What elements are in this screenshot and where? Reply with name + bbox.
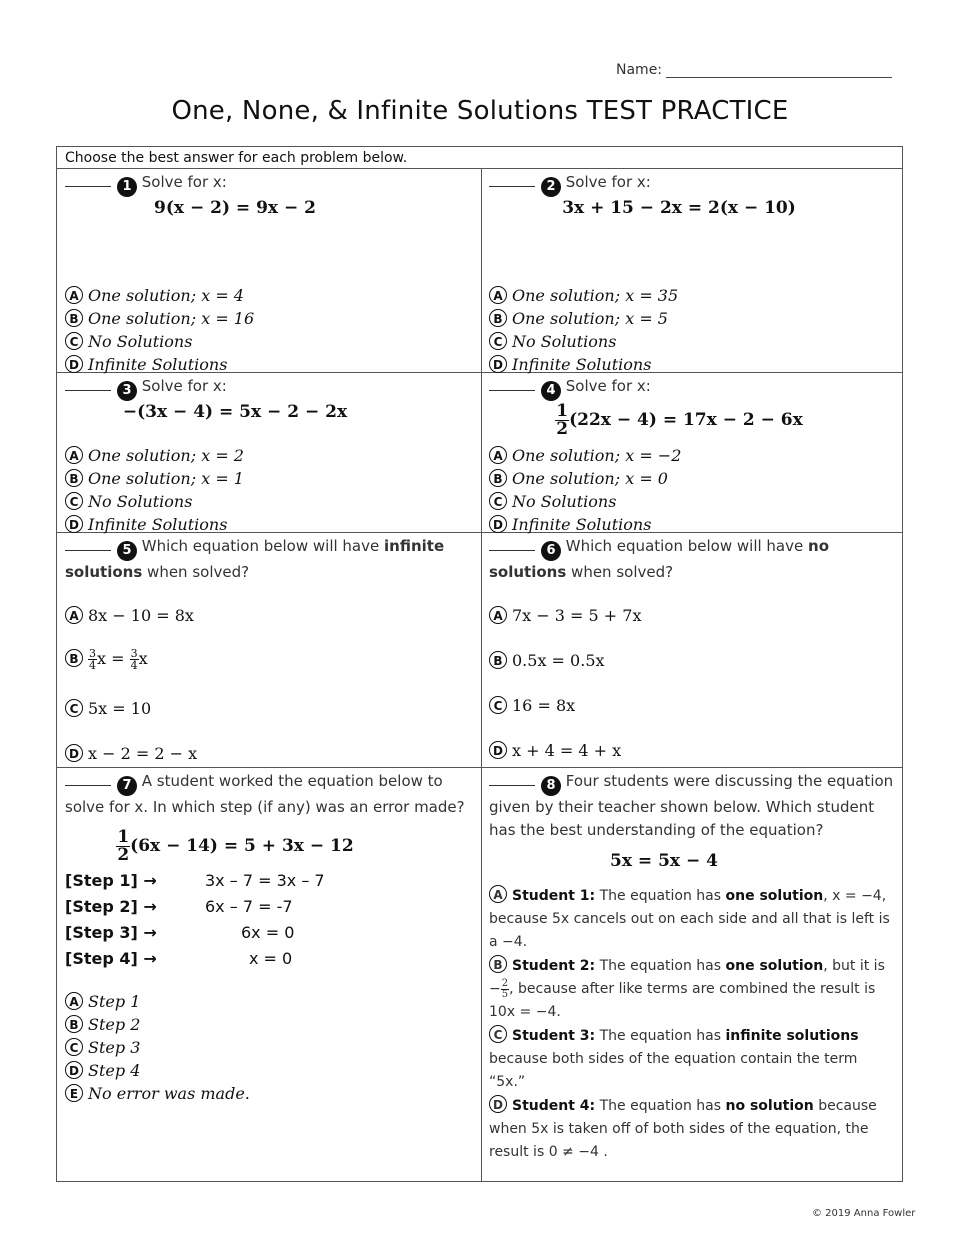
letter-b: B [489, 955, 507, 973]
option-d[interactable] [489, 513, 899, 536]
step-2 [65, 894, 475, 920]
copyright: © 2019 Anna Fowler [812, 1208, 916, 1219]
option-b[interactable] [489, 307, 899, 330]
worksheet [56, 146, 903, 1182]
question-number: 3 [117, 381, 137, 401]
question-prompt: Four students were discussing the equation given by their teacher shown below. Which student has the best understanding of the equation? [489, 772, 894, 839]
option-text: x = [97, 649, 130, 668]
option-text: 8x − 10 = 8x [88, 606, 194, 625]
letter-d: D [65, 1061, 83, 1079]
prompt-text: when solved? [566, 563, 674, 581]
letter-b: B [65, 649, 83, 667]
step-4 [65, 946, 475, 972]
option-a[interactable] [65, 444, 475, 467]
option-text: Step 4 [88, 1061, 141, 1080]
question-prompt: Solve for x: [565, 173, 651, 191]
prompt-text: Which equation below will have [141, 537, 385, 555]
option-text: x [138, 649, 148, 668]
option-d[interactable] [489, 1095, 897, 1164]
option-c[interactable] [489, 1025, 897, 1094]
step-label: [Step 4] → [65, 949, 157, 968]
letter-e: E [65, 1084, 83, 1102]
letter-d: D [65, 515, 83, 533]
numerator: 1 [556, 401, 569, 421]
option-text: 7x − 3 = 5 + 7x [512, 606, 642, 625]
letter-a: A [489, 446, 507, 464]
equation [509, 403, 849, 438]
option-text: Infinite Solutions [88, 355, 228, 374]
letter-b: B [65, 1015, 83, 1033]
equation: 9(x − 2) = 9x − 2 [154, 198, 316, 218]
column-divider [481, 169, 482, 1181]
letter-a: A [65, 446, 83, 464]
option-d[interactable] [65, 742, 475, 765]
option-text: One solution; x = 5 [512, 309, 668, 328]
step-work: 3x – 7 = 3x – 7 [205, 871, 325, 890]
numerator: 3 [130, 647, 138, 660]
option-b[interactable] [65, 1013, 475, 1036]
option-b[interactable] [489, 649, 899, 672]
option-text: Step 2 [88, 1015, 141, 1034]
prompt-text: Which equation below will have [565, 537, 809, 555]
option-e[interactable] [65, 1082, 475, 1105]
step-work: 6x – 7 = -7 [205, 897, 293, 916]
question-6 [489, 535, 899, 762]
prompt-text: when solved? [142, 563, 250, 581]
option-text: because when 5x is taken off of both sides of the equation, the result is 0 ≠ −4 . [489, 1098, 877, 1160]
option-a[interactable] [489, 885, 897, 954]
option-d[interactable] [65, 353, 475, 376]
question-number: 2 [541, 177, 561, 197]
option-text: , because after like terms are combined the result is 10x = −4. [489, 981, 876, 1020]
option-b[interactable] [65, 307, 475, 330]
question-4 [489, 375, 899, 536]
letter-a: A [65, 992, 83, 1010]
option-text: The equation has [595, 1028, 726, 1044]
name-blank[interactable] [666, 63, 892, 78]
option-text: Infinite Solutions [512, 355, 652, 374]
question-number: 5 [117, 541, 137, 561]
option-text: One solution; x = −2 [512, 446, 682, 465]
letter-c: C [489, 492, 507, 510]
denominator: 2 [556, 419, 569, 439]
equation: 5x = 5x − 4 [610, 851, 718, 871]
fraction [501, 979, 509, 1000]
option-emphasis: one solution [725, 888, 824, 904]
step-work: 6x = 0 [241, 923, 295, 942]
student-name: Student 3: [512, 1028, 596, 1044]
option-b[interactable] [489, 955, 897, 1024]
letter-a: A [65, 286, 83, 304]
question-number: 4 [541, 381, 561, 401]
letter-a: A [65, 606, 83, 624]
option-text: No Solutions [512, 492, 617, 511]
numerator: 2 [501, 977, 509, 989]
name-label: Name: [616, 62, 663, 78]
option-text: One solution; x = 16 [88, 309, 255, 328]
option-a[interactable] [489, 444, 899, 467]
letter-d: D [489, 355, 507, 373]
option-c[interactable] [65, 490, 475, 513]
step-1 [65, 868, 475, 894]
option-d[interactable] [489, 353, 899, 376]
question-number: 6 [541, 541, 561, 561]
option-text: The equation has [595, 958, 726, 974]
option-c[interactable] [489, 490, 899, 513]
letter-d: D [489, 515, 507, 533]
answer-blank[interactable] [489, 773, 535, 786]
equation [85, 829, 385, 864]
letter-b: B [489, 469, 507, 487]
equation: 3x + 15 − 2x = 2(x − 10) [562, 198, 796, 218]
option-text: 0.5x = 0.5x [512, 651, 605, 670]
option-text: No Solutions [88, 492, 193, 511]
letter-c: C [65, 1038, 83, 1056]
answer-blank[interactable] [65, 378, 111, 391]
letter-c: C [489, 332, 507, 350]
letter-d: D [65, 355, 83, 373]
step-3 [65, 920, 475, 946]
letter-b: B [489, 309, 507, 327]
letter-b: B [65, 309, 83, 327]
option-text: because both sides of the equation contain the term “5x.” [489, 1051, 858, 1090]
option-emphasis: infinite solutions [725, 1028, 859, 1044]
option-text: One solution; x = 0 [512, 469, 668, 488]
letter-b: B [65, 469, 83, 487]
option-b[interactable] [65, 467, 475, 490]
equation-text: (6x − 14) = 5 + 3x − 12 [130, 836, 354, 856]
letter-b: B [489, 651, 507, 669]
prompt-emphasis: no solutions [489, 537, 829, 581]
option-text: Step 1 [88, 992, 141, 1011]
step-label: [Step 1] → [65, 871, 157, 890]
question-number: 1 [117, 177, 137, 197]
numerator: 3 [89, 647, 96, 660]
letter-d: D [489, 1095, 507, 1113]
question-1 [65, 171, 475, 376]
denominator: 4 [130, 659, 138, 672]
letter-c: C [65, 492, 83, 510]
option-a[interactable] [489, 284, 899, 307]
option-d[interactable] [65, 1059, 475, 1082]
letter-d: D [65, 744, 83, 762]
option-d[interactable] [489, 739, 899, 762]
option-c[interactable] [489, 330, 899, 353]
answer-blank[interactable] [489, 174, 535, 187]
option-text: , but it is − [489, 958, 885, 997]
answer-blank[interactable] [65, 538, 111, 551]
denominator: 2 [117, 845, 130, 865]
answer-blank[interactable] [489, 538, 535, 551]
option-text: One solution; x = 4 [88, 286, 244, 305]
letter-a: A [489, 885, 507, 903]
option-text: One solution; x = 1 [88, 469, 244, 488]
question-2 [489, 171, 899, 376]
question-prompt: A student worked the equation below to solve for x. In which step (if any) was an error made? [65, 772, 465, 816]
prompt-emphasis: infinite solutions [65, 537, 445, 581]
option-text: 5x = 10 [88, 699, 152, 718]
step-label: [Step 2] → [65, 897, 157, 916]
letter-c: C [65, 699, 83, 717]
row-divider [57, 767, 902, 768]
page-title: One, None, & Infinite Solutions TEST PRACTICE [171, 96, 789, 126]
question-prompt: Solve for x: [141, 173, 227, 191]
letter-d: D [489, 741, 507, 759]
option-text: x + 4 = 4 + x [512, 741, 622, 760]
option-text: The equation has [595, 1098, 726, 1114]
option-c[interactable] [65, 330, 475, 353]
letter-c: C [65, 332, 83, 350]
student-name: Student 4: [512, 1098, 596, 1114]
option-text: One solution; x = 35 [512, 286, 679, 305]
name-field[interactable] [616, 62, 892, 78]
option-b[interactable] [489, 467, 899, 490]
option-d[interactable] [65, 513, 475, 536]
question-3 [65, 375, 475, 536]
option-b[interactable] [65, 647, 475, 671]
option-c[interactable] [65, 697, 475, 720]
option-emphasis: no solution [725, 1098, 814, 1114]
denominator: 5 [501, 988, 509, 1000]
answer-blank[interactable] [65, 773, 111, 786]
equation: −(3x − 4) = 5x − 2 − 2x [122, 402, 348, 422]
option-text: 16 = 8x [512, 696, 576, 715]
option-a[interactable] [489, 604, 899, 627]
denominator: 4 [89, 659, 96, 672]
numerator: 1 [117, 827, 130, 847]
option-text: Step 3 [88, 1038, 141, 1057]
fraction [116, 829, 130, 864]
letter-c: C [489, 1025, 507, 1043]
option-text: , x = −4, because 5x cancels out on each side and all that is left is a −4. [489, 888, 890, 950]
question-prompt: Solve for x: [565, 377, 651, 395]
fraction [130, 648, 139, 671]
student-name: Student 2: [512, 958, 596, 974]
letter-a: A [489, 606, 507, 624]
question-prompt: Solve for x: [141, 377, 227, 395]
option-text: x − 2 = 2 − x [88, 744, 198, 763]
letter-a: A [489, 286, 507, 304]
letter-c: C [489, 696, 507, 714]
answer-blank[interactable] [489, 378, 535, 391]
student-name: Student 1: [512, 888, 596, 904]
question-5 [65, 535, 475, 765]
option-c[interactable] [489, 694, 899, 717]
instructions: Choose the best answer for each problem below. [57, 147, 902, 169]
fraction [555, 403, 569, 438]
option-text: No Solutions [512, 332, 617, 351]
option-a[interactable] [65, 604, 475, 627]
equation-text: (22x − 4) = 17x − 2 − 6x [569, 410, 803, 430]
option-text: Infinite Solutions [88, 515, 228, 534]
step-work: x = 0 [249, 949, 293, 968]
option-text: Infinite Solutions [512, 515, 652, 534]
option-text: No error was made. [88, 1084, 250, 1103]
question-8 [489, 770, 897, 1164]
option-a[interactable] [65, 284, 475, 307]
option-text: One solution; x = 2 [88, 446, 244, 465]
answer-blank[interactable] [65, 174, 111, 187]
option-text: The equation has [595, 888, 726, 904]
step-label: [Step 3] → [65, 923, 157, 942]
question-number: 8 [541, 776, 561, 796]
option-a[interactable] [65, 990, 475, 1013]
option-c[interactable] [65, 1036, 475, 1059]
fraction [88, 648, 97, 671]
option-emphasis: one solution [725, 958, 824, 974]
question-number: 7 [117, 776, 137, 796]
option-text: No Solutions [88, 332, 193, 351]
question-7 [65, 770, 475, 1105]
